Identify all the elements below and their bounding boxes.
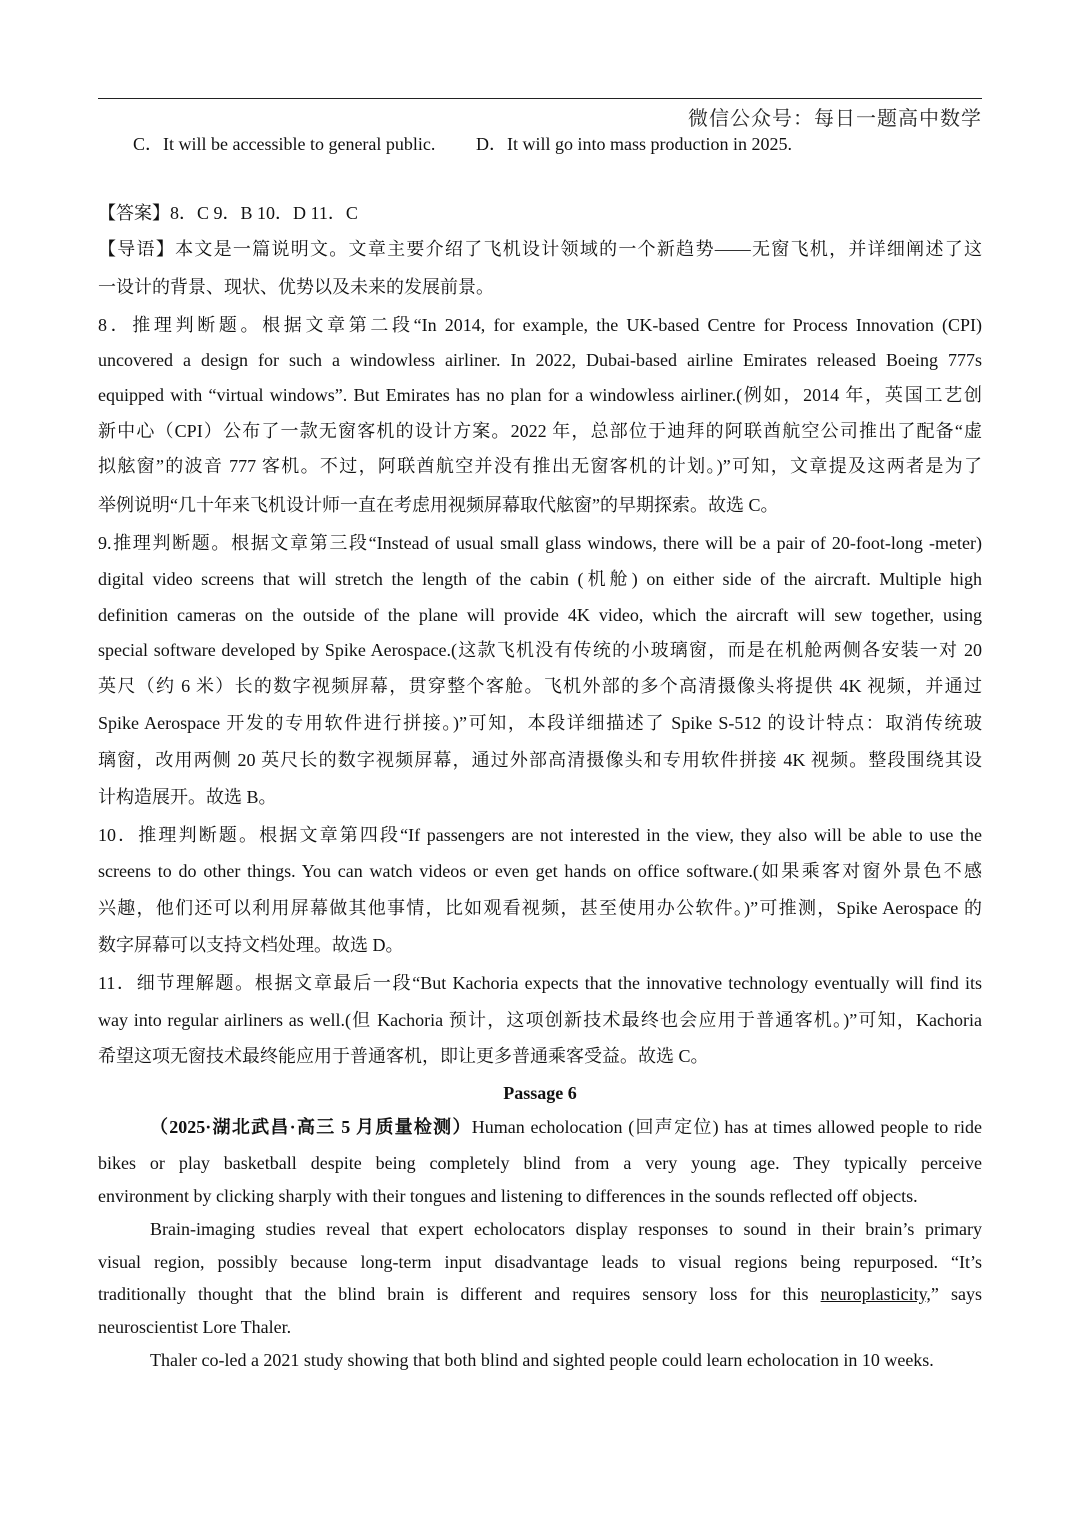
answer-line: 希望这项无窗技术最终能应用于普通客机，即让更多普通乘客受益。故选 C。 xyxy=(98,1046,709,1066)
answer-line: 8．推理判断题。根据文章第二段“In 2014, for example, the UK-based Centre for Process Innovation (CPI) xyxy=(98,315,982,335)
answer-line: way into regular airliners as well.(但 Kachoria 预计，这项创新技术最终也会应用于普通客机。)”可知，Kachoria xyxy=(98,1010,982,1030)
passage-text: Human echolocation (回声定位) has at times allowed people to ride xyxy=(471,1117,982,1137)
option-d: D．It will go into mass production in 2025. xyxy=(476,134,792,154)
answer-line: 璃窗，改用两侧 20 英尺长的数字视频屏幕，通过外部高清摄像头和专用软件拼接 4K 视频。整段围绕其设 xyxy=(98,750,982,770)
answer-line: equipped with “virtual windows”. But Emirates has no plan for a windowless airliner.(例如，2014 年，英国工艺创 xyxy=(98,385,982,405)
passage-text: ” says xyxy=(930,1284,982,1304)
answer-line: 兴趣，他们还可以利用屏幕做其他事情，比如观看视频，甚至使用办公软件。)”可推测，Spike Aerospace 的 xyxy=(98,898,982,918)
answer-line: 拟舷窗”的波音 777 客机。不过，阿联酋航空并没有推出无窗客机的计划。)”可知，文章提及这两者是为了 xyxy=(98,456,982,476)
passage-title: Passage 6 xyxy=(503,1083,577,1103)
answer-line: 【导语】本文是一篇说明文。文章主要介绍了飞机设计领域的一个新趋势——无窗飞机，并详细阐述了这 xyxy=(98,239,982,259)
underlined-term: neuroplasticity, xyxy=(820,1284,931,1304)
answer-line: 10．推理判断题。根据文章第四段“If passengers are not interested in the view, they also will be able to use the xyxy=(98,825,982,845)
answer-line: 举例说明“几十年来飞机设计师一直在考虑用视频屏幕取代舷窗”的早期探索。故选 C。 xyxy=(98,495,779,515)
passage-line: neuroscientist Lore Thaler. xyxy=(98,1317,292,1337)
answer-line: screens to do other things. You can watch videos or even get hands on office software.(如果乘客对窗外景色不感 xyxy=(98,861,982,881)
passage-line: bikes or play basketball despite being completely blind from a very young age. They typically perceive xyxy=(98,1153,982,1173)
answer-line: 【答案】8．C 9．B 10．D 11．C xyxy=(98,203,358,223)
passage-source: （2025·湖北武昌·高三 5 月质量检测） xyxy=(150,1117,472,1137)
answer-line: 英尺（约 6 米）长的数字视频屏幕，贯穿整个客舱。飞机外部的多个高清摄像头将提供 4K 视频，并通过 xyxy=(98,676,982,696)
answer-line: 数字屏幕可以支持文档处理。故选 D。 xyxy=(98,935,404,955)
answer-line: 11．细节理解题。根据文章最后一段“But Kachoria expects that the innovative technology eventually will find its xyxy=(98,973,982,993)
answer-line: 新中心（CPI）公布了一款无窗客机的设计方案。2022 年，总部位于迪拜的阿联酋航空公司推出了配备“虚 xyxy=(98,421,982,441)
answer-line: 计构造展开。故选 B。 xyxy=(98,787,277,807)
answer-line: 9.推理判断题。根据文章第三段“Instead of usual small glass windows, there will be a pair of 20-foot-long -meter) xyxy=(98,533,982,553)
answer-line: 一设计的背景、现状、优势以及未来的发展前景。 xyxy=(98,277,494,297)
header-rule xyxy=(98,98,982,99)
wechat-watermark: 微信公众号：每日一题高中数学 xyxy=(688,106,982,130)
answer-line: Spike Aerospace 开发的专用软件进行拼接。)”可知，本段详细描述了 Spike S-512 的设计特点：取消传统玻 xyxy=(98,713,982,733)
passage-line: Thaler co-led a 2021 study showing that both blind and sighted people could learn echolocation in 10 weeks. xyxy=(150,1350,934,1370)
passage-line xyxy=(98,1281,982,1307)
passage-line: Brain-imaging studies reveal that expert echolocators display responses to sound in their brain’s primary xyxy=(150,1219,982,1239)
answer-line: uncovered a design for such a windowless airliner. In 2022, Dubai-based airline Emirates released Boeing 777s xyxy=(98,350,982,370)
answer-line: definition cameras on the outside of the plane will provide 4K video, which the aircraft will sew together, using xyxy=(98,605,982,625)
passage-line: visual region, possibly because long-term input disadvantage leads to visual regions being repurposed. “It’s xyxy=(98,1252,982,1272)
passage-text: traditionally thought that the blind brain is different and requires sensory loss for this xyxy=(98,1284,821,1304)
option-c: C．It will be accessible to general public. xyxy=(133,134,436,154)
passage-line: environment by clicking sharply with their tongues and listening to differences in the sounds reflected off objects. xyxy=(98,1186,918,1206)
passage-line xyxy=(150,1114,982,1140)
answer-line: special software developed by Spike Aerospace.(这款飞机没有传统的小玻璃窗，而是在机舱两侧各安装一对 20 xyxy=(98,640,982,660)
answer-line: digital video screens that will stretch the length of the cabin (机舱) on either side of the aircraft. Multiple high xyxy=(98,569,982,589)
